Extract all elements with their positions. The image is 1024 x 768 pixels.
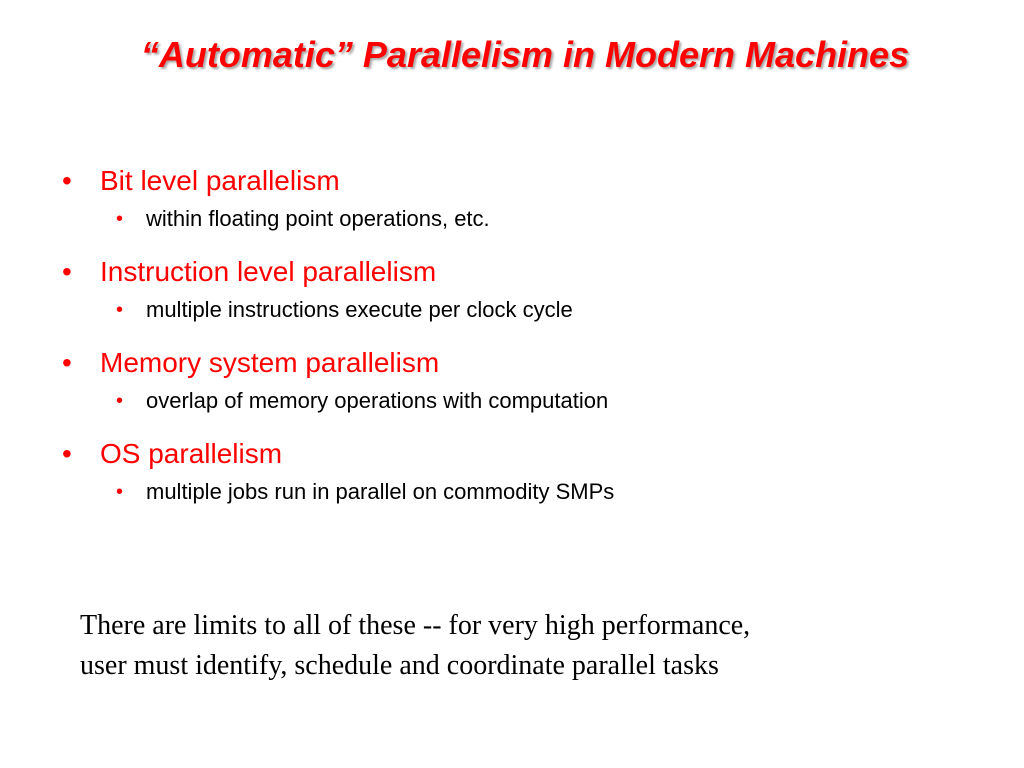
bullet-dot-icon: • — [62, 438, 72, 469]
bullet-main-text: Bit level parallelism — [100, 165, 340, 196]
footer-note — [80, 606, 980, 686]
bullet-main-text: OS parallelism — [100, 438, 283, 469]
bullet-item — [58, 435, 958, 507]
bullet-main-text: Memory system parallelism — [100, 347, 440, 378]
bullet-main — [58, 253, 958, 291]
bullet-sub — [58, 386, 958, 416]
bullet-sub-text: multiple jobs run in parallel on commodity SMPs — [146, 479, 615, 504]
sub-bullet-dot-icon: • — [116, 208, 124, 230]
bullet-item — [58, 344, 958, 416]
bullet-item — [58, 253, 958, 325]
sub-bullet-dot-icon: • — [116, 390, 124, 412]
bullet-main-text: Instruction level parallelism — [100, 256, 437, 287]
bullet-sub — [58, 204, 958, 234]
footer-note-line: There are limits to all of these -- for very high performance, — [80, 610, 751, 641]
bullet-sub — [58, 295, 958, 325]
slide-title: “Automatic” Parallelism in Modern Machines — [140, 34, 910, 75]
bullet-main — [58, 435, 958, 473]
bullet-sub-text: within floating point operations, etc. — [146, 206, 490, 231]
bullet-sub-text: multiple instructions execute per clock cycle — [146, 297, 573, 322]
bullet-list — [58, 162, 958, 526]
sub-bullet-dot-icon: • — [116, 299, 124, 321]
bullet-sub — [58, 477, 958, 507]
bullet-main — [58, 162, 958, 200]
sub-bullet-dot-icon: • — [116, 481, 124, 503]
bullet-main — [58, 344, 958, 382]
footer-note-line: user must identify, schedule and coordinate parallel tasks — [80, 650, 719, 681]
bullet-dot-icon: • — [62, 347, 72, 378]
bullet-item — [58, 162, 958, 234]
bullet-sub-text: overlap of memory operations with computation — [146, 388, 609, 413]
bullet-dot-icon: • — [62, 165, 72, 196]
bullet-dot-icon: • — [62, 256, 72, 287]
